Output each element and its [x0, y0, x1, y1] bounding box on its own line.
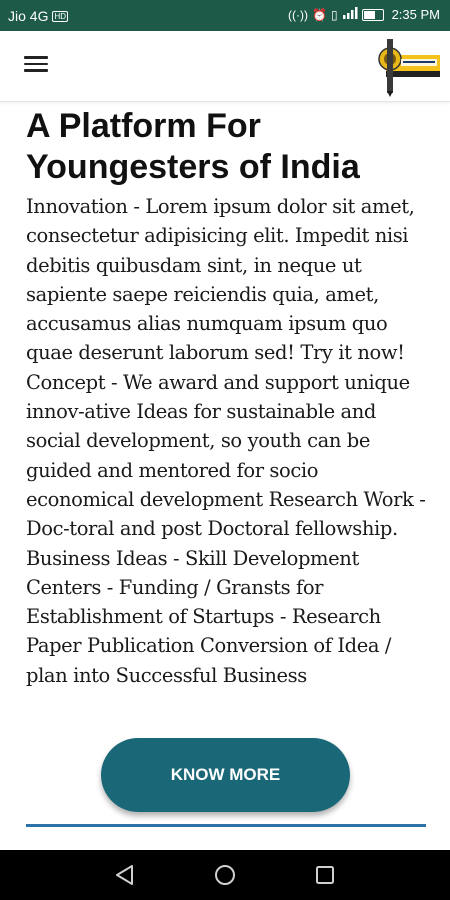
back-triangle-icon[interactable] [111, 861, 139, 889]
navigation-bar [0, 850, 450, 900]
know-more-button[interactable]: KNOW MORE [101, 738, 350, 812]
home-circle-icon[interactable] [211, 861, 239, 889]
status-time: 2:35 PM [391, 7, 440, 22]
page-title-line-2: Youngesters of India [26, 148, 360, 186]
hotspot-icon: ((·)) [288, 7, 309, 22]
status-left [8, 8, 68, 24]
app-bar [0, 31, 450, 102]
page-title-line-1: A Platform For [26, 107, 261, 145]
battery-fill [364, 11, 375, 19]
app-logo-icon [376, 33, 442, 97]
alarm-icon: ⏰ [312, 7, 327, 22]
section-divider [26, 824, 426, 827]
recents-square-icon[interactable] [311, 861, 339, 889]
status-bar [0, 0, 450, 31]
status-right [288, 7, 440, 22]
signal-icon [342, 7, 358, 22]
hamburger-menu-icon[interactable] [24, 56, 48, 74]
carrier-label: Jio 4G [8, 8, 49, 24]
page-title [26, 104, 426, 188]
description-text: Innovation - Lorem ipsum dolor sit amet, consectetur adipisicing elit. Impedit nisi debitis quibusdam sint, in neque ut sapiente saepe reiciendis quia, amet, accusamus alias numquam ipsum quo quae deserunt laborum sed! Try it now! Concept - We award and support unique innov-ative Ideas for sustainable and social development, so youth can be guided and mentored for socio economical development Research Work - Doc-toral and post Doctoral fellowship. Business Ideas - Skill Development Centers - Funding / Gransts for Establishment of Startups - Research Paper Publication Conversion of Idea / plan into Successful Business [26, 195, 426, 687]
battery-icon [362, 9, 384, 21]
main-content [26, 104, 426, 690]
hd-badge: HD [54, 11, 67, 21]
vibrate-icon: ▯ [330, 7, 338, 22]
